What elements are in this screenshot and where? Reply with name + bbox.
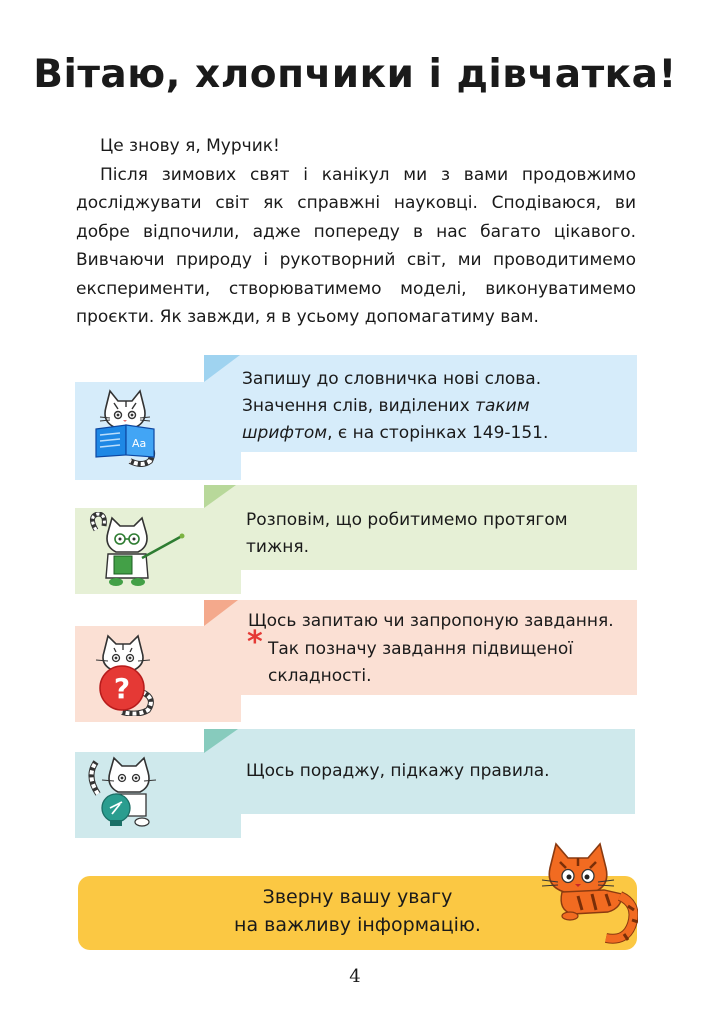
cat-reading-book-icon (92, 385, 162, 467)
card-line: Так позначу завдання підвищеної (268, 639, 573, 659)
page-number: 4 (349, 966, 361, 987)
cat-teacher-pointer-icon (86, 512, 186, 590)
banner-line-2: на важливу інформацію. (234, 914, 481, 936)
card-corner-fold (204, 600, 238, 626)
page-title: Вітаю, хлопчики і дівчатка! (33, 52, 677, 97)
intro-text (76, 132, 636, 332)
card-line (242, 420, 632, 447)
intro-paragraph-2: Після зимових свят і канікул ми з вами продовжимо досліджувати світ як справжні науковці. Сподіваюся, ви добре відпочили, адже попереду в нас багато цікавого. Вивчаючи природу і рукотворний світ, ми проводитимемо експерименти, створюватимемо моделі, виконуватимемо проєкти. Як завжди, я в усьому допомагатиму вам. (76, 164, 636, 327)
card-line: Запишу до словничка нові слова. (242, 369, 542, 389)
card-corner-fold (204, 485, 236, 508)
italic-example: таким (469, 396, 530, 416)
card-line-rest: , є на сторінках 149-151. (327, 423, 549, 443)
card-line: Розповім, що робитимемо протягом (246, 510, 568, 530)
card-line: Щось пораджу, підкажу правила. (246, 761, 550, 781)
card-text (246, 507, 631, 561)
card-line: тижня. (246, 537, 310, 557)
card-text (268, 636, 628, 690)
card-text (242, 366, 632, 447)
card-line: Щось запитаю чи запропоную завдання. (248, 611, 614, 631)
cat-lightbulb-icon (86, 756, 166, 828)
intro-paragraph-1: Це знову я, Мурчик! (100, 136, 280, 156)
cat-question-icon (92, 632, 156, 716)
banner-line-1: Зверну вашу увагу (262, 886, 453, 908)
orange-cat-icon (542, 840, 638, 946)
question-mark: ? (113, 672, 131, 705)
book-label: Aa (132, 437, 147, 450)
card-line: Значення слів, виділених таким (242, 396, 530, 416)
card-corner-fold (204, 355, 240, 382)
card-line: складності. (268, 666, 372, 686)
italic-example: шрифтом (242, 423, 328, 443)
card-corner-fold (204, 729, 238, 753)
difficulty-star-icon: * (247, 625, 263, 660)
